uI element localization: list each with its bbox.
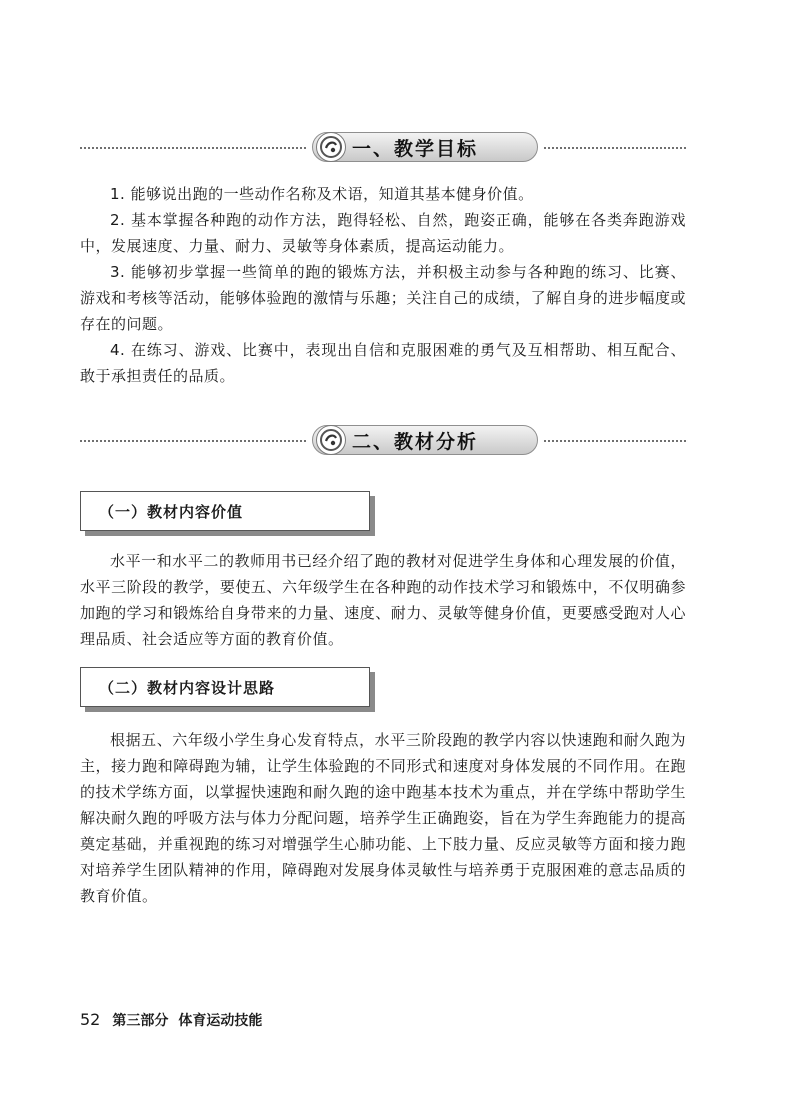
page-footer <box>80 1010 262 1030</box>
subsection-title-box: （二）教材内容设计思路 <box>80 667 370 707</box>
subsection-title-box: （一）教材内容价值 <box>80 491 370 531</box>
footer-part: 第三部分 <box>112 1013 169 1029</box>
section-title-pill <box>308 132 544 162</box>
runner-emblem-icon <box>316 132 346 162</box>
subsection-1-text: 水平一和水平二的教师用书已经介绍了跑的教材对促进学生身体和心理发展的价值，水平三阶段的教学，要使五、六年级学生在各种跑的动作技术学习和锻炼中，不仅明确参加跑的学习和锻炼给自身带来的力量、速度、耐力、灵敏等健身价值，更要感受跑对人心理品质、社会适应等方面的教育价值。 <box>80 552 686 648</box>
goal-item-1: 1. 能够说出跑的一些动作名称及术语，知道其基本健身价值。 <box>110 185 534 203</box>
runner-emblem-icon <box>316 425 346 455</box>
subsection-2-text: 根据五、六年级小学生身心发育特点，水平三阶段跑的教学内容以快速跑和耐久跑为主，接力跑和障碍跑为辅，让学生体验跑的不同形式和速度对身体发展的不同作用。在跑的技术学练方面，以掌握快速跑和耐久跑的途中跑基本技术为重点，并在学练中帮助学生解决耐久跑的呼吸方法与体力分配问题，培养学生正确跑姿，旨在为学生奔跑能力的提高奠定基础，并重视跑的练习对增强学生心肺功能、上下肢力量、反应灵敏等方面和接力跑对培养学生团队精神的作用，障碍跑对发展身体灵敏性与培养勇于克服困难的意志品质的教育价值。 <box>80 731 686 905</box>
section-title: 一、教学目标 <box>352 137 479 160</box>
goal-item-3: 3. 能够初步掌握一些简单的跑的锻炼方法，并积极主动参与各种跑的练习、比赛、游戏和考核等活动，能够体验跑的激情与乐趣；关注自己的成绩，了解自身的进步幅度或存在的问题。 <box>80 263 686 333</box>
page-number: 52 <box>80 1010 101 1029</box>
section-header-goals <box>80 131 686 165</box>
section-header-analysis <box>80 424 686 458</box>
goal-item-4: 4. 在练习、游戏、比赛中，表现出自信和克服困难的勇气及互相帮助、相互配合、敢于承担责任的品质。 <box>80 341 686 385</box>
section-title: 二、教材分析 <box>352 430 479 453</box>
goal-item-2: 2. 基本掌握各种跑的动作方法，跑得轻松、自然，跑姿正确，能够在各类奔跑游戏中，发展速度、力量、耐力、灵敏等身体素质，提高运动能力。 <box>80 211 686 255</box>
footer-chapter: 体育运动技能 <box>178 1013 263 1029</box>
section-title-pill <box>308 425 544 455</box>
